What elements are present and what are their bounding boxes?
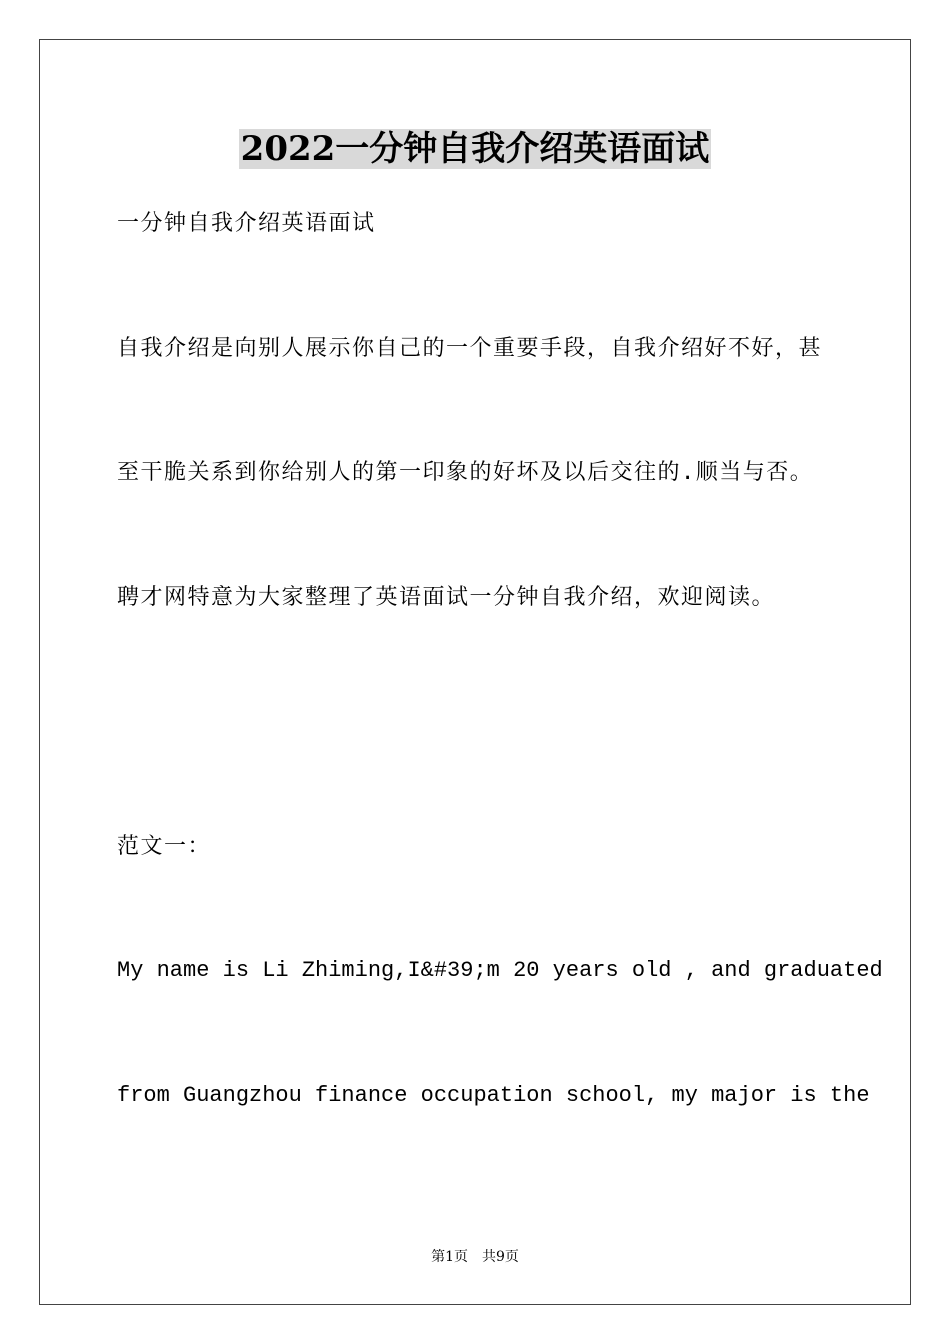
paragraph-line: 自我介绍是向别人展示你自己的一个重要手段，自我介绍好不好，甚: [117, 336, 823, 361]
paragraph-line: from Guangzhou finance occupation school, my major is the: [117, 1083, 870, 1108]
sample-heading: 范文一：: [117, 834, 212, 859]
page-footer: [0, 1247, 950, 1267]
paragraph-line: My name is Li Zhiming,I&#39;m 20 years old , and graduated: [117, 958, 883, 983]
page-number: 第1页: [431, 1249, 468, 1265]
subtitle-line: 一分钟自我介绍英语面试: [117, 211, 376, 236]
document-title-text: 2022一分钟自我介绍英语面试: [240, 129, 710, 169]
paragraph-line: 至干脆关系到你给别人的第一印象的好坏及以后交往的.顺当与否。: [117, 460, 814, 485]
document-title: [0, 126, 950, 172]
page-total: 共9页: [482, 1249, 519, 1265]
paragraph-line: 聘才网特意为大家整理了英语面试一分钟自我介绍，欢迎阅读。: [117, 585, 776, 610]
